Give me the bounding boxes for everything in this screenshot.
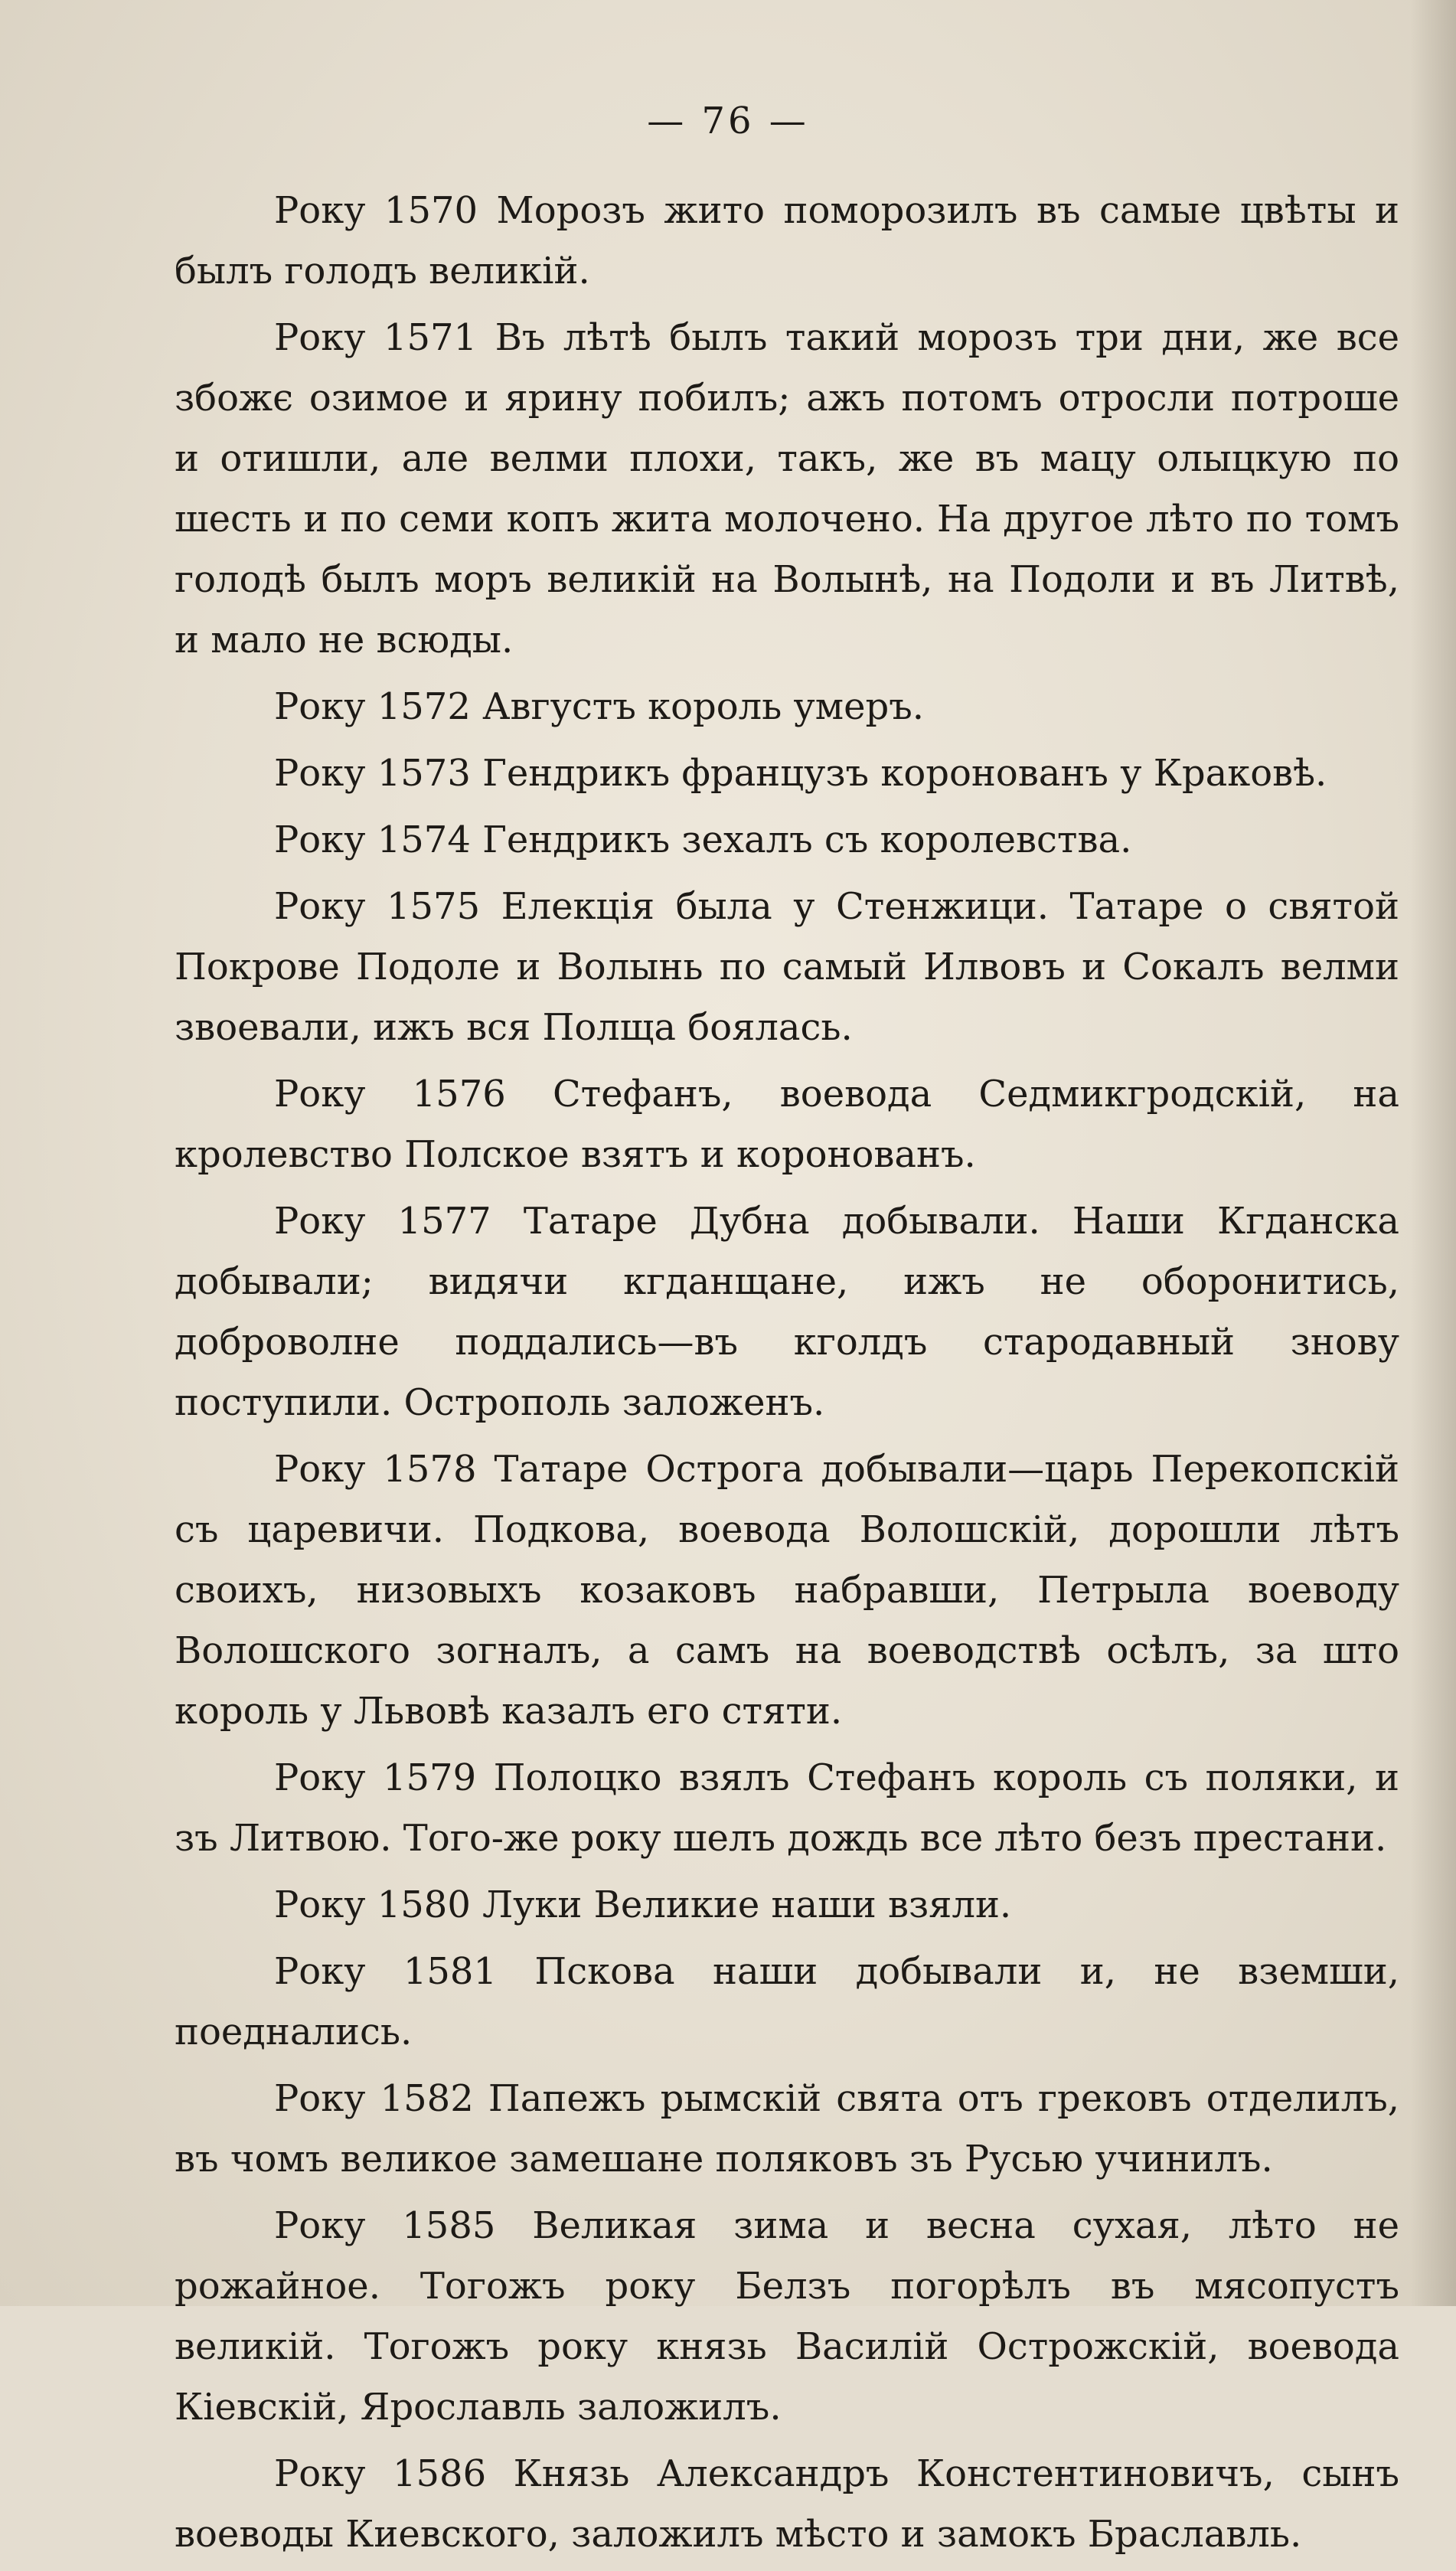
paragraph-1570: Року 1570 Морозъ жито поморозилъ въ самые цвѣты и былъ голодъ великій. — [175, 189, 1399, 292]
paragraph-1579: Року 1579 Полоцко взялъ Стефанъ король съ поляки, и зъ Литвою. Того-же року шелъ дождь все лѣто безъ престани. — [175, 1756, 1399, 1860]
paragraph-1578: Року 1578 Татаре Острога добывали—царь Перекопскій съ царевичи. Подкова, воевода Волошскій, дорошли лѣтъ своихъ, низовыхъ козаковъ набравши, Петрыла воеводу Волошского зогналъ, а самъ на воеводствѣ осѣлъ, за што король у Львовѣ казалъ его стяти. — [175, 1448, 1399, 1733]
page-number: — 76 — — [647, 100, 809, 142]
paragraph-1580: Року 1580 Луки Великие наши взяли. — [274, 1883, 1012, 1926]
paragraph-1574: Року 1574 Гендрикъ зехалъ съ королевства. — [274, 818, 1132, 861]
page-edge-shadow — [1410, 0, 1456, 2306]
paragraph-1577: Року 1577 Татаре Дубна добывали. Наши Кгданска добывали; видячи кгданщане, ижъ не оборонитись, доброволне поддались—въ кголдъ стародавный знову поступили. Острополь заложенъ. — [175, 1200, 1399, 1424]
paragraph-1576: Року 1576 Стефанъ, воевода Седмикгродскій, на кролевство Полское взятъ и коронованъ. — [175, 1073, 1399, 1176]
paragraph-1573: Року 1573 Гендрикъ французъ коронованъ у Краковѣ. — [274, 752, 1327, 795]
paragraph-1586: Року 1586 Князь Александръ Констентиновичъ, сынъ воеводы Киевского, заложилъ мѣсто и замокъ Браславль. — [175, 2452, 1399, 2556]
paragraph-1581: Року 1581 Пскова наши добывали и, не вземши, поеднались. — [175, 1950, 1399, 2053]
paragraph-1572: Року 1572 Августъ король умеръ. — [274, 685, 925, 728]
paragraph-1582: Року 1582 Папежъ рымскій свята отъ грековъ отделилъ, въ чомъ великое замешане поляковъ зъ Русью учинилъ. — [175, 2077, 1399, 2181]
paragraph-1571: Року 1571 Въ лѣтѣ былъ такий морозъ три дни, же все збожє озимое и ярину побилъ; ажъ потомъ отросли потроше и отишли, але велми плохи, такъ, же въ мацу олыцкую по шесть и по семи копъ жита молочено. На другое лѣто по томъ голодѣ былъ моръ великій на Волынѣ, на Подоли и въ Литвѣ, и мало не всюды. — [175, 316, 1399, 662]
text-body — [175, 181, 1399, 2571]
paragraph-1575: Року 1575 Елекція была у Стенжици. Татаре о святой Покрове Подоле и Волынь по самый Илвовъ и Сокалъ велми звоевали, ижъ вся Полща боялась. — [175, 885, 1399, 1049]
paragraph-1585: Року 1585 Великая зима и весна сухая, лѣто не рожайное. Тогожъ року Белзъ погорѣлъ въ мясопустъ великій. Тогожъ року князь Василій Острожскій, воевода Кіевскій, Ярославль заложилъ. — [175, 2204, 1399, 2429]
